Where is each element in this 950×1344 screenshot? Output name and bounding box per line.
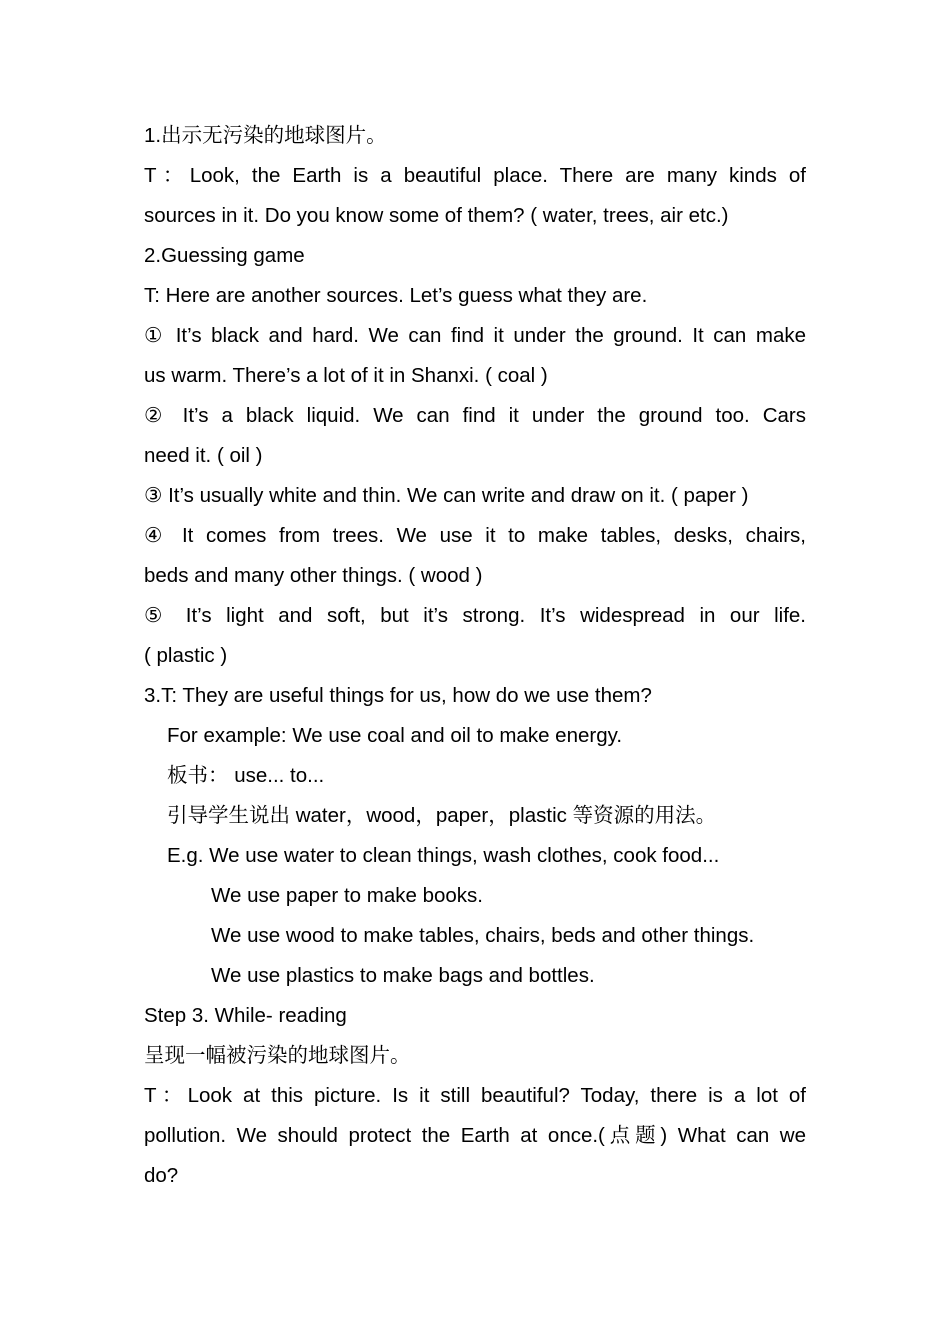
text-line: T: Here are another sources. Let’s guess what they are.	[144, 284, 648, 307]
text-line: 1.出示无污染的地球图片。	[144, 124, 387, 147]
text-line: We use wood to make tables, chairs, beds and other things.	[211, 924, 755, 947]
text-line: ② It’s a black liquid. We can find it under the ground too. Cars	[144, 404, 806, 427]
text-line: 3.T: They are useful things for us, how do we use them?	[144, 684, 652, 707]
text-line: us warm. There’s a lot of it in Shanxi. ( coal )	[144, 364, 548, 387]
text-line: T：Look at this picture. Is it still beautiful? Today, there is a lot of	[144, 1084, 806, 1107]
document-body	[144, 116, 806, 1196]
text-line: beds and many other things. ( wood )	[144, 564, 483, 587]
text-line: ③ It’s usually white and thin. We can write and draw on it. ( paper )	[144, 484, 749, 507]
text-line: 呈现一幅被污染的地球图片。	[144, 1044, 411, 1067]
text-line: We use paper to make books.	[211, 884, 483, 907]
text-line: need it. ( oil )	[144, 444, 263, 467]
text-line: We use plastics to make bags and bottles.	[211, 964, 595, 987]
text-line: sources in it. Do you know some of them? ( water, trees, air etc.)	[144, 204, 729, 227]
text-line: pollution. We should protect the Earth at once.(点题) What can we	[144, 1124, 806, 1147]
text-line: ① It’s black and hard. We can find it under the ground. It can make	[144, 324, 806, 347]
text-line: ⑤ It’s light and soft, but it’s strong. It’s widespread in our life.	[144, 604, 806, 627]
text-line: Step 3. While- reading	[144, 1004, 347, 1027]
text-line: 板书： use... to...	[167, 764, 325, 787]
text-line: do?	[144, 1164, 179, 1187]
text-line: 引导学生说出 water，wood，paper，plastic 等资源的用法。	[167, 804, 717, 827]
text-line: ④ It comes from trees. We use it to make tables, desks, chairs,	[144, 524, 806, 547]
text-line: ( plastic )	[144, 644, 228, 667]
text-line: T：Look, the Earth is a beautiful place. There are many kinds of	[144, 164, 806, 187]
text-line: For example: We use coal and oil to make energy.	[167, 724, 623, 747]
text-line: E.g. We use water to clean things, wash clothes, cook food...	[167, 844, 720, 867]
text-line: 2.Guessing game	[144, 244, 305, 267]
